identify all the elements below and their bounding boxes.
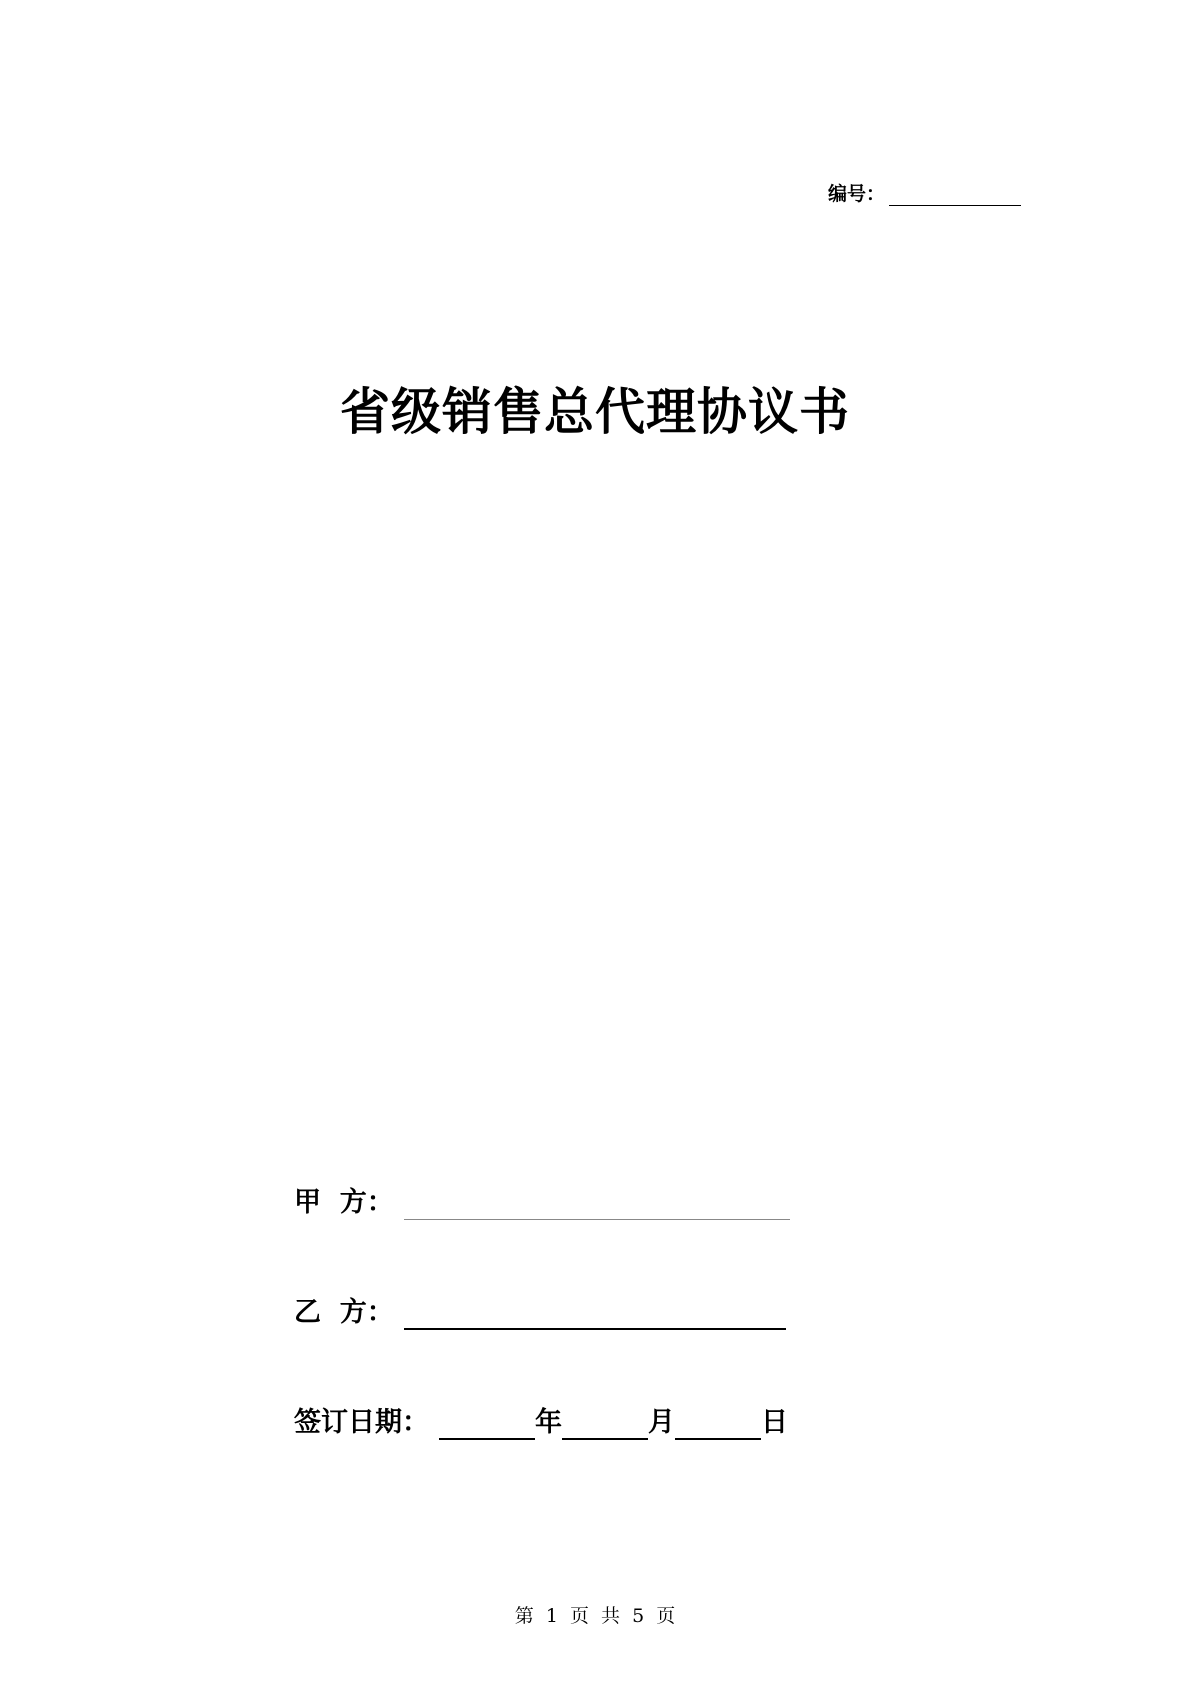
party-b-blank xyxy=(404,1300,786,1330)
contract-number xyxy=(828,182,1021,206)
party-a-label: 甲 方： xyxy=(294,1187,394,1218)
page-current: 1 xyxy=(545,1605,558,1627)
year-label: 年 xyxy=(535,1407,562,1438)
total-unit: 页 xyxy=(656,1605,676,1627)
sign-date-field xyxy=(294,1406,788,1440)
page-total: 5 xyxy=(632,1605,645,1627)
year-blank xyxy=(439,1410,535,1440)
page-unit: 页 xyxy=(569,1605,589,1627)
page-prefix: 第 xyxy=(514,1605,534,1627)
day-label: 日 xyxy=(761,1407,788,1438)
month-blank xyxy=(562,1410,648,1440)
contract-number-label: 编号： xyxy=(828,183,886,205)
party-a-blank xyxy=(404,1191,790,1220)
sign-date-label: 签订日期： xyxy=(294,1407,429,1438)
total-prefix: 共 xyxy=(601,1605,621,1627)
party-b-label: 乙 方： xyxy=(294,1297,394,1328)
party-a-field xyxy=(294,1186,790,1220)
contract-number-blank xyxy=(889,185,1021,206)
document-title: 省级销售总代理协议书 xyxy=(340,383,850,441)
month-label: 月 xyxy=(648,1407,675,1438)
party-b-field xyxy=(294,1296,786,1330)
page-indicator xyxy=(0,1604,1190,1628)
day-blank xyxy=(675,1410,761,1440)
